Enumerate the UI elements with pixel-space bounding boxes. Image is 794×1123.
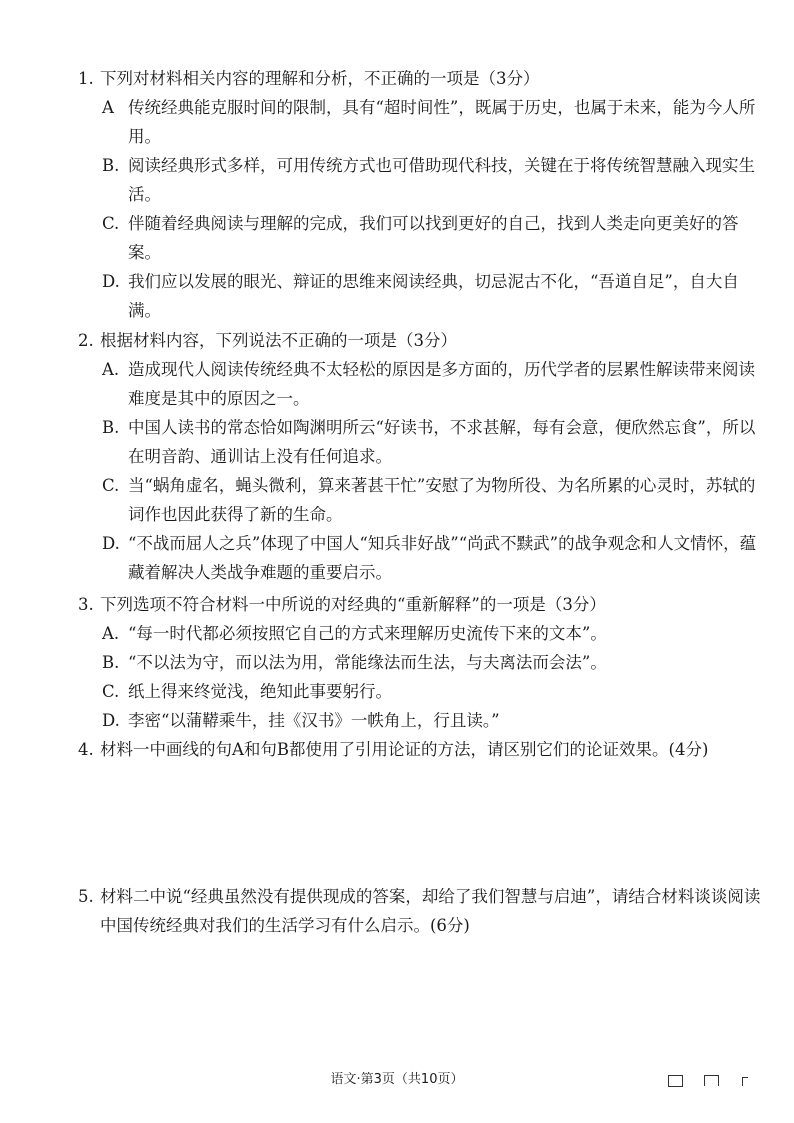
question-stem: 3. 下列选项不符合材料一中所说的对经典的“重新解释”的一项是（3分） (78, 590, 768, 619)
question-3 (78, 590, 768, 735)
question-4 (78, 735, 768, 764)
option-d: D. 李密“以蒲鞯乘牛，挂《汉书》一帙角上，行且读。” (102, 711, 500, 730)
question-stem: 1. 下列对材料相关内容的理解和分析，不正确的一项是（3分） (78, 64, 768, 93)
page-footer: 语文·第3页（共10页） (330, 1072, 464, 1087)
question-number: 4. (78, 740, 94, 759)
option-c: C. 当“蜗角虚名，蝇头微利，算来著甚干忙”安慰了为物所役、为名所累的心灵时，苏轼的词作也因此获得了新的生命。 (102, 476, 756, 524)
question-number: 2. (78, 331, 94, 350)
corner-mark-icon (742, 1077, 748, 1086)
option-c: C. 纸上得来终觉浅，绝知此事要躬行。 (102, 682, 392, 701)
question-1 (78, 64, 768, 325)
option-b: B. 中国人读书的常态恰如陶渊明所云“好读书，不求甚解，每有会意，便欣然忘食”，所以在明音韵、通训诂上没有任何追求。 (102, 418, 756, 466)
option-d: D. “不战而屈人之兵”体现了中国人“知兵非好战”“尚武不黩武”的战争观念和人文情怀，蕴藏着解决人类战争难题的重要启示。 (102, 534, 757, 582)
question-number: 3. (78, 595, 94, 614)
question-5 (78, 882, 768, 940)
option-b: B. 阅读经典形式多样，可用传统方式也可借助现代科技，关键在于将传统智慧融入现实生活。 (102, 156, 755, 204)
option-d: D. 我们应以发展的眼光、辩证的思维来阅读经典，切忌泥古不化，“吾道自足”，自大自满。 (102, 272, 739, 320)
question-number: 1. (78, 69, 94, 88)
option-a: A. “每一时代都必须按照它自己的方式来理解历史流传下来的文本”。 (102, 624, 607, 643)
question-stem: 4. 材料一中画线的句A和句B都使用了引用论证的方法，请区别它们的论证效果。(4分) (78, 735, 768, 764)
box-mark-icon (668, 1075, 683, 1087)
question-stem: 2. 根据材料内容，下列说法不正确的一项是（3分） (78, 326, 768, 355)
question-stem: 5. 材料二中说“经典虽然没有提供现成的答案，却给了我们智慧与启迪”，请结合材料谈谈阅读中国传统经典对我们的生活学习有什么启示。(6分) (78, 882, 768, 940)
option-b: B. “不以法为守，而以法为用，常能缘法而生法，与夫离法而会法”。 (102, 653, 607, 672)
corner-marks (668, 1073, 768, 1087)
open-box-mark-icon (704, 1075, 719, 1086)
question-2 (78, 326, 768, 587)
question-number: 5. (78, 887, 94, 906)
option-a: A 传统经典能克服时间的限制，具有“超时间性”，既属于历史，也属于未来，能为今人所用。 (102, 98, 756, 146)
option-c: C. 伴随着经典阅读与理解的完成，我们可以找到更好的自己，找到人类走向更美好的答案。 (102, 214, 739, 262)
option-a: A. 造成现代人阅读传统经典不太轻松的原因是多方面的，历代学者的层累性解读带来阅读难度是其中的原因之一。 (102, 360, 755, 408)
